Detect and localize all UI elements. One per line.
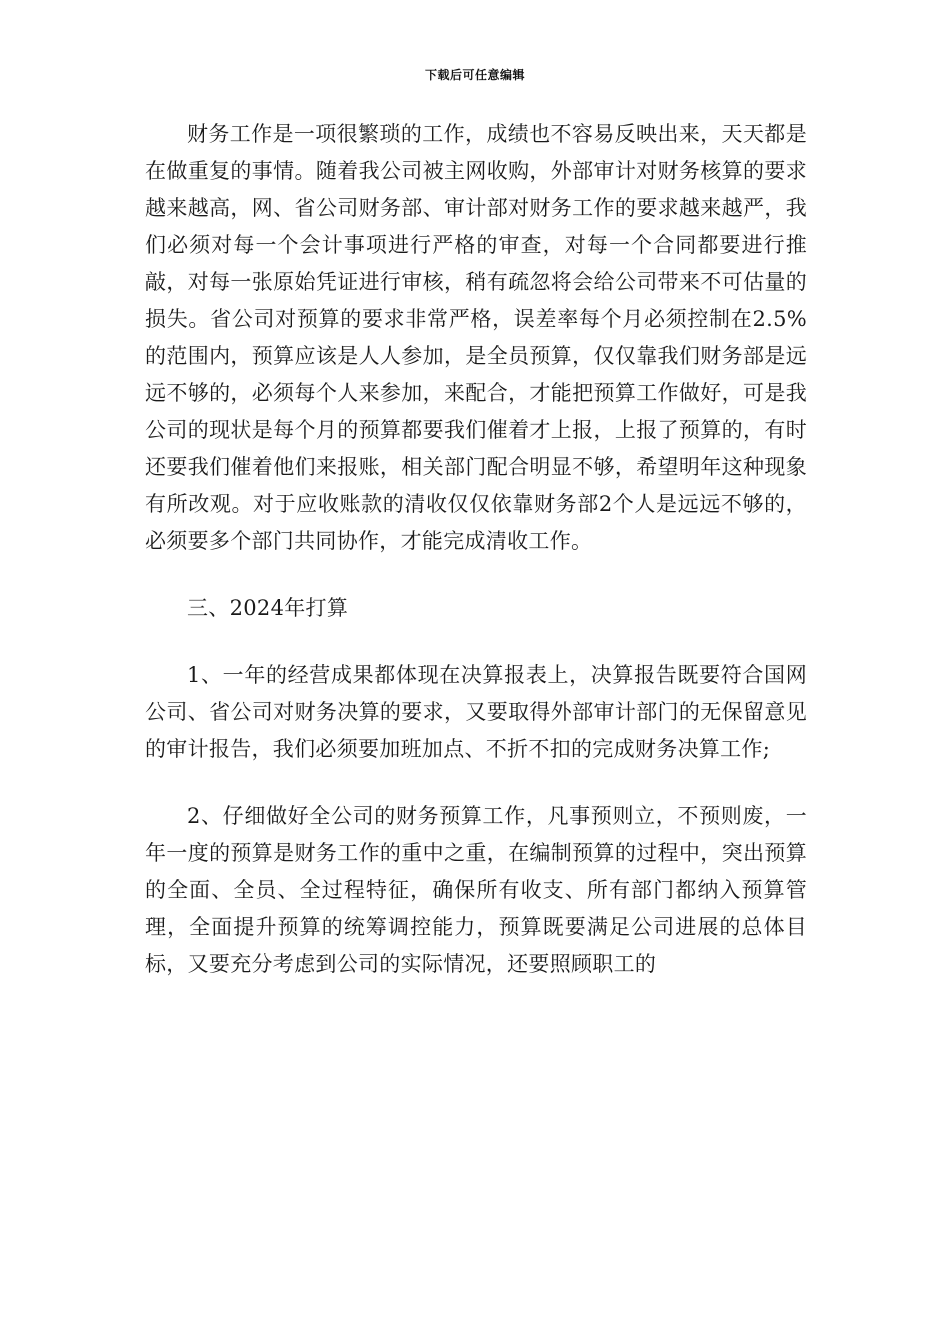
section-heading-2024-plan: 三、2024年打算 <box>187 596 349 620</box>
page-header: 下载后可任意编辑 <box>424 68 525 82</box>
paragraph-item-2-budget: 2、仔细做好全公司的财务预算工作，凡事预则立，不预则废，一年一度的预算是财务工作的重中之重，在编制预算的过程中，突出预算的全面、全员、全过程特征，确保所有收支、所有部门都纳入预算管理，全面提升预算的统筹调控能力，预算既要满足公司进展的总体目标，又要充分考虑到公司的实际情况，还要照顾职工的 <box>145 804 807 976</box>
paragraph-item-1-final-accounts: 1、一年的经营成果都体现在决算报表上，决算报告既要符合国网公司、省公司对财务决算的要求，又要取得外部审计部门的无保留意见的审计报告，我们必须要加班加点、不折不扣的完成财务决算工作; <box>145 663 807 761</box>
document-body <box>145 116 807 983</box>
paragraph-financial-work: 财务工作是一项很繁琐的工作，成绩也不容易反映出来，天天都是在做重复的事情。随着我公司被主网收购，外部审计对财务核算的要求越来越高，网、省公司财务部、审计部对财务工作的要求越来越严，我们必须对每一个会计事项进行严格的审查，对每一个合同都要进行推敲，对每一张原始凭证进行审核，稍有疏忽将会给公司带来不可估量的损失。省公司对预算的要求非常严格，误差率每个月必须控制在2.5%的范围内，预算应该是人人参加，是全员预算，仅仅靠我们财务部是远远不够的，必须每个人来参加，来配合，才能把预算工作做好，可是我公司的现状是每个月的预算都要我们催着才上报，上报了预算的，有时还要我们催着他们来报账，相关部门配合明显不够，希望明年这种现象有所改观。对于应收账款的清收仅仅依靠财务部2个人是远远不够的，必须要多个部门共同协作，才能完成清收工作。 <box>145 122 807 553</box>
